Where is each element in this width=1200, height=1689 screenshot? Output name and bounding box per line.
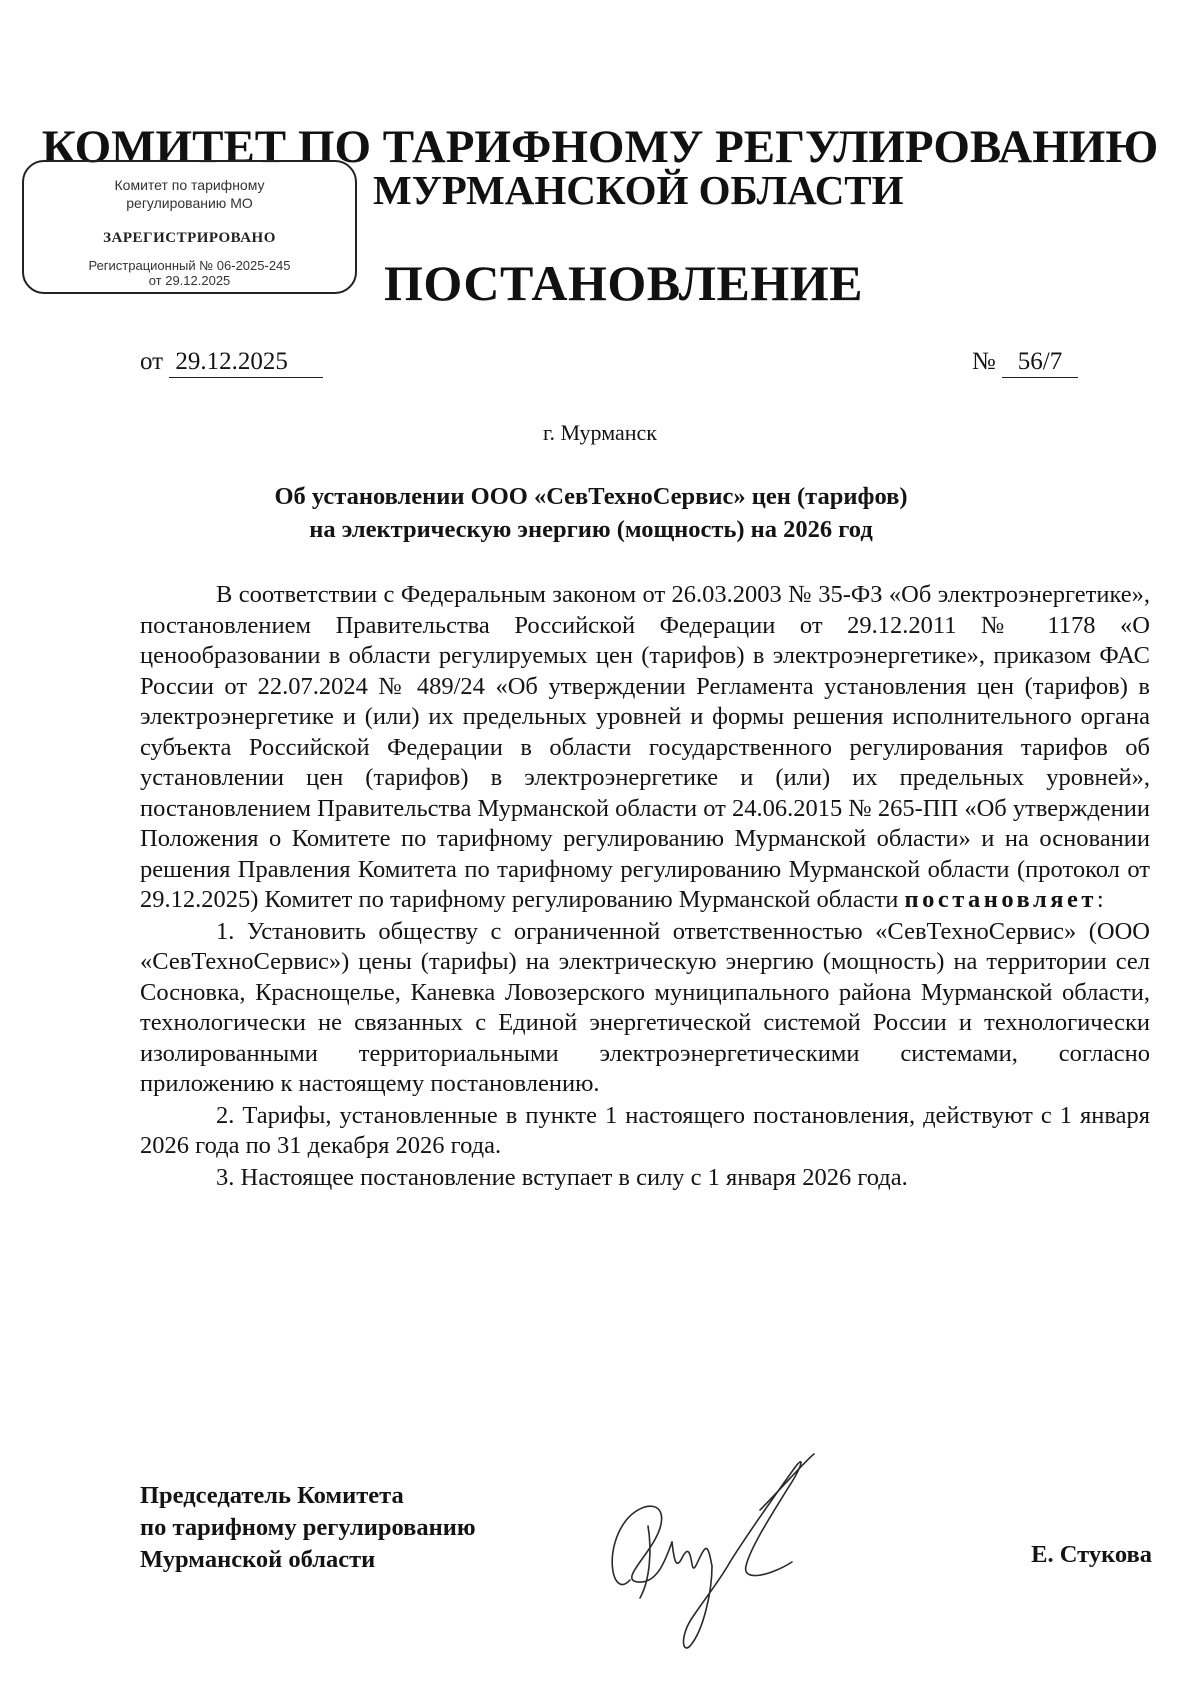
decrees-word: постановляет	[904, 886, 1097, 913]
registration-stamp	[22, 160, 357, 294]
number-value: 56/7	[1002, 349, 1078, 378]
stamp-org: Комитет по тарифному регулированию МО	[114, 177, 265, 211]
title-line1: Об установлении ООО «СевТехноСервис» цен (тарифов)	[274, 483, 908, 510]
position-line3: Мурманской области	[140, 1546, 376, 1573]
document-number	[972, 349, 1078, 378]
signatory-name: Е. Стукова	[1031, 1541, 1152, 1568]
document-title	[140, 480, 1042, 546]
date-value: 29.12.2025	[169, 349, 323, 378]
signatory-position	[140, 1480, 476, 1576]
preamble-paragraph	[140, 580, 1150, 916]
document-date	[140, 349, 323, 378]
position-line2: по тарифному регулированию	[140, 1514, 476, 1541]
preamble-text: В соответствии с Федеральным законом от 26.03.2003 № 35-ФЗ «Об электроэнергетике», постановлением Правительства Российской Федерации от 29.12.2011 № 1178 «О ценообразовании в области регулируемых цен (тарифов) в электроэнергетике», приказом ФАС России от 22.07.2024 № 489/24 «Об утверждении Регламента установления цен (тарифов) в электроэнергетике и (или) их предельных уровней и формы решения исполнительного органа субъекта Российской Федерации в области государственного регулирования тарифов об установлении цен (тарифов) в электроэнергетике и (или) их предельных уровней», постановлением Правительства Мурманской области от 24.06.2015 № 265-ПП «Об утверждении Положения о Комитете по тарифному регулированию Мурманской области» и на основании решения Правления Комитета по тарифному регулированию Мурманской области (протокол от 29.12.2025) Комитет по тарифному регулированию Мурманской области	[140, 581, 1150, 913]
document-body	[140, 580, 1150, 1193]
decrees-colon: :	[1096, 886, 1104, 913]
stamp-reg-number: Регистрационный № 06-2025-245	[88, 258, 291, 273]
item-1: 1. Установить обществу с ограниченной ответственностью «СевТехноСервис» (ООО «СевТехноСервис») цены (тарифы) на электрическую энергию (мощность) на территории сел Сосновка, Краснощелье, Каневка Ловозерского муниципального района Мурманской области, технологически не связанных с Единой энергетической системой России и технологически изолированными территориальными электроэнергетическими системами, согласно приложению к настоящему постановлению.	[140, 917, 1150, 1097]
date-prefix: от	[140, 348, 164, 375]
item-3: 3. Настоящее постановление вступает в силу с 1 января 2026 года.	[216, 1163, 908, 1191]
title-line2: на электрическую энергию (мощность) на 2026 год	[309, 516, 873, 543]
committee-name-line1: КОМИТЕТ ПО ТАРИФНОМУ РЕГУЛИРОВАНИЮ	[41, 121, 1159, 173]
position-line1: Председатель Комитета	[140, 1482, 404, 1509]
stamp-reg-date: от 29.12.2025	[148, 273, 231, 288]
stamp-registration	[24, 258, 355, 288]
stamp-status: ЗАРЕГИСТРИРОВАНО	[103, 230, 276, 246]
handwritten-signature	[600, 1430, 860, 1660]
committee-name-line2: МУРМАНСКОЙ ОБЛАСТИ	[373, 167, 904, 213]
document-type-heading: ПОСТАНОВЛЕНИЕ	[384, 255, 863, 311]
number-prefix: №	[971, 348, 996, 375]
item-2: 2. Тарифы, установленные в пункте 1 настоящего постановления, действуют с 1 января 2026 года по 31 декабря 2026 года.	[140, 1101, 1150, 1159]
city: г. Мурманск	[543, 420, 657, 445]
